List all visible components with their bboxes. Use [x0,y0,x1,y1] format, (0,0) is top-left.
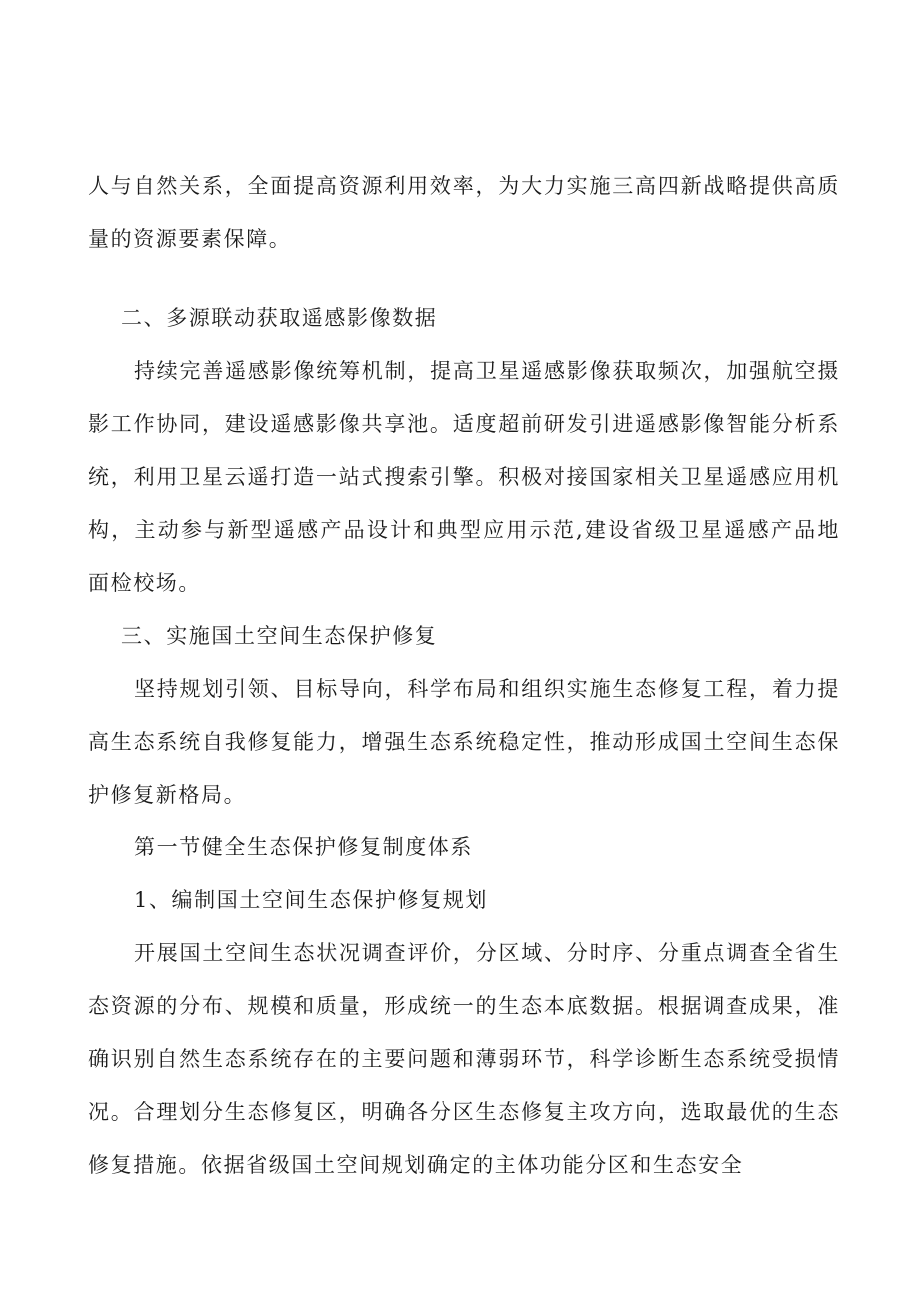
paragraph-planning: 开展国土空间生态状况调查评价，分区域、分时序、分重点调查全省生态资源的分布、规模和质量，形成统一的生态本底数据。根据调查成果，准确识别自然生态系统存在的主要问题和薄弱环节，科学诊断生态系统受损情况。合理划分生态修复区，明确各分区生态修复主攻方向，选取最优的生态修复措施。依据省级国土空间规划确定的主体功能分区和生态安全 [88,941,840,1177]
paragraph-continued: 人与自然关系，全面提高资源利用效率，为大力实施三高四新战略提供高质量的资源要素保障。 [88,174,840,251]
subsection-title: 1、编制国土空间生态保护修复规划 [134,888,488,912]
heading-ecological-restoration: 三、实施国土空间生态保护修复 [121,624,438,648]
section-title: 第一节健全生态保护修复制度体系 [134,835,473,859]
paragraph-ecological-restoration: 坚持规划引领、目标导向，科学布局和组织实施生态修复工程，着力提高生态系统自我修复能力，增强生态系统稳定性，推动形成国土空间生态保护修复新格局。 [88,677,840,807]
paragraph-remote-sensing: 持续完善遥感影像统筹机制，提高卫星遥感影像获取频次，加强航空摄影工作协同，建设遥感影像共享池。适度超前研发引进遥感影像智能分析系统，利用卫星云遥打造一站式搜索引擎。积极对接国家相关卫星遥感应用机构，主动参与新型遥感产品设计和典型应用示范,建设省级卫星遥感产品地面检校场。 [88,359,840,595]
heading-multi-source-remote-sensing: 二、多源联动获取遥感影像数据 [121,306,438,330]
